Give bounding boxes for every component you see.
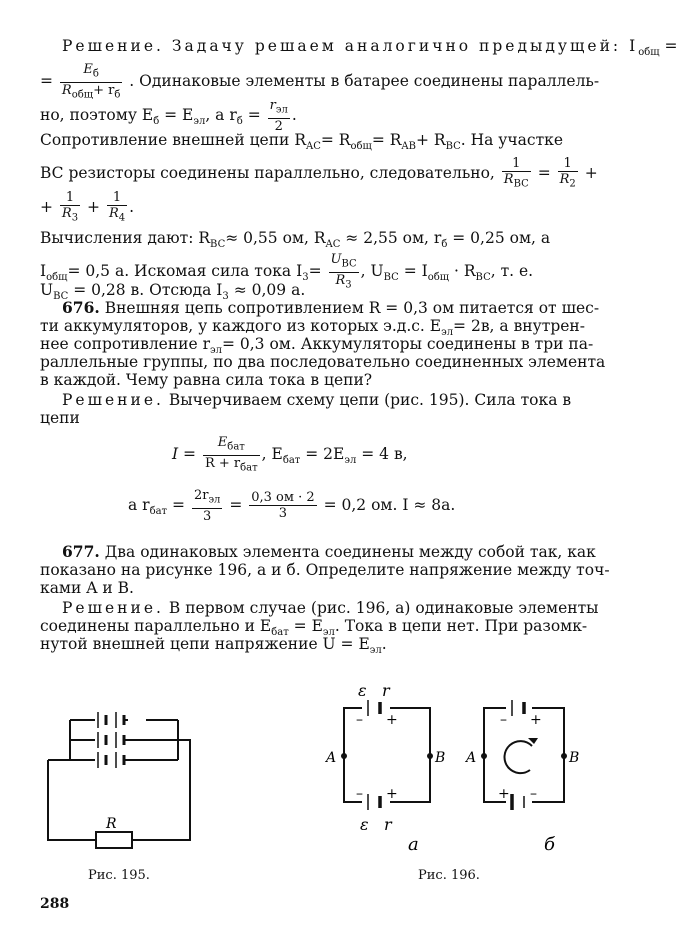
emf-label: ε xyxy=(360,815,369,834)
problem-number: 677. xyxy=(62,542,100,561)
minus-sign: – xyxy=(356,712,363,728)
equation-676-2: а $r_{бат}$ = $\frac{2r_{эл}}{3}$ = $\frac{0,3 ом \cdot 2}{3}$ = 0,2 ом. I ≈ 8а. xyxy=(128,488,456,524)
subfigure-a-label: а xyxy=(408,834,419,855)
solution-676-line2: цепи xyxy=(40,409,80,427)
point-b-label: B xyxy=(569,750,580,766)
fraction: $\frac{E_б}{R_{общ}+ r_б}$ xyxy=(61,62,121,101)
plus-sign: + xyxy=(386,712,398,728)
problem-676-line4: раллельные группы, по два последовательно соединенных элемента xyxy=(40,353,606,371)
p1-line2: = $\frac{E_б}{R_{общ}+ r_б}$ . Одинаковые элементы в батарее соединены параллель- xyxy=(40,62,600,101)
fraction: $\frac{r_{эл}}{2}$ xyxy=(269,98,288,134)
problem-677-line1: 677. Два одинаковых элемента соединены между собой так, как xyxy=(62,542,596,561)
plus-sign: + xyxy=(498,786,510,802)
point-a-label: A xyxy=(466,750,477,766)
point-b-left xyxy=(427,753,433,759)
point-a-left xyxy=(341,753,347,759)
p1-line1: Решение. Задачу решаем аналогично предыдущей: $I_{общ}$ = xyxy=(62,37,677,59)
problem-677-line2: показано на рисунке 196, а и б. Определите напряжение между точ- xyxy=(40,561,610,579)
figure-196-caption: Рис. 196. xyxy=(418,868,480,883)
problem-676-line2: ти аккумуляторов, у каждого из которых э.д.с. $E_{эл}= 2в$, а внутрен- xyxy=(40,317,585,339)
minus-sign: – xyxy=(356,786,363,802)
solution-677-line2: соединены параллельно и $E_{бат} = E_{эл}$. Тока в цепи нет. При разомк- xyxy=(40,617,588,639)
plus-sign: + xyxy=(530,712,542,728)
page-number: 288 xyxy=(40,896,70,912)
resistance-label: r xyxy=(382,681,390,700)
resistance-label: r xyxy=(384,815,392,834)
emf-label: ε xyxy=(358,681,367,700)
figure-195-circuit xyxy=(40,700,210,860)
p2-line3: + $\frac{1}{R_3}$ + $\frac{1}{R_4}$ . xyxy=(40,190,135,224)
resistor-label: R xyxy=(106,816,117,832)
equation-676-1: I = $\frac{E_{бат}}{R + r_{бат}}$ , $E_{бат} = 2E_{эл} = 4$ в, xyxy=(172,435,408,474)
solution-677-line1: Решение. В первом случае (рис. 196, а) одинаковые элементы xyxy=(62,599,599,617)
problem-number: 676. xyxy=(62,298,100,317)
p1-line3: но, поэтому $E_б = E_{эл}$, а $r_б$ = $\frac{r_{эл}}{2}$ . xyxy=(40,98,297,134)
problem-677-line3: ками A и B. xyxy=(40,579,134,597)
solution-676-line1: Решение. Вычерчиваем схему цепи (рис. 195). Сила тока в xyxy=(62,391,572,409)
minus-sign: – xyxy=(500,712,507,728)
p3-line3: $U_{BC} = 0,28$ в. Отсюда $I_3 \approx 0,09$ а. xyxy=(40,281,306,303)
problem-676-line5: в каждой. Чему равна сила тока в цепи? xyxy=(40,371,373,389)
point-a-right xyxy=(481,753,487,759)
solution-677-line3: нутой внешней цепи напряжение $U = E_{эл}$. xyxy=(40,635,387,657)
point-a-label: A xyxy=(326,750,337,766)
point-b-right xyxy=(561,753,567,759)
figure-195-caption: Рис. 195. xyxy=(88,868,150,883)
problem-676-line1: 676. Внешняя цепь сопротивлением R = 0,3 ом питается от шес- xyxy=(62,298,600,317)
p3-line2: $I_{общ}= 0,5$ а. Искомая сила тока $I_3=$ $\frac{U_{BC}}{R_3}$ , $U_{BC} = I_{общ} \cdot R_{BC}$, т. е. xyxy=(40,252,534,291)
p2-line1: Сопротивление внешней цепи $R_{AC}= R_{общ}= R_{AB}+ R_{BC}$. На участке xyxy=(40,131,564,153)
subfigure-b-label: б xyxy=(544,834,555,855)
figure-196-circuits xyxy=(320,680,580,860)
plus-sign: + xyxy=(386,786,398,802)
problem-676-line3: нее сопротивление $r_{эл}= 0,3$ ом. Аккумуляторы соединены в три па- xyxy=(40,335,594,357)
p2-line2: BC резисторы соединены параллельно, следовательно, $\frac{1}{R_{BC}}$ = $\frac{1}{R_2}$ + xyxy=(40,156,598,190)
p3-line1: Вычисления дают: $R_{BC}\approx 0,55$ ом, $R_{AC} \approx 2,55$ ом, $r_б = 0,25$ ом, а xyxy=(40,229,551,251)
point-b-label: B xyxy=(435,750,446,766)
minus-sign: – xyxy=(530,786,537,802)
